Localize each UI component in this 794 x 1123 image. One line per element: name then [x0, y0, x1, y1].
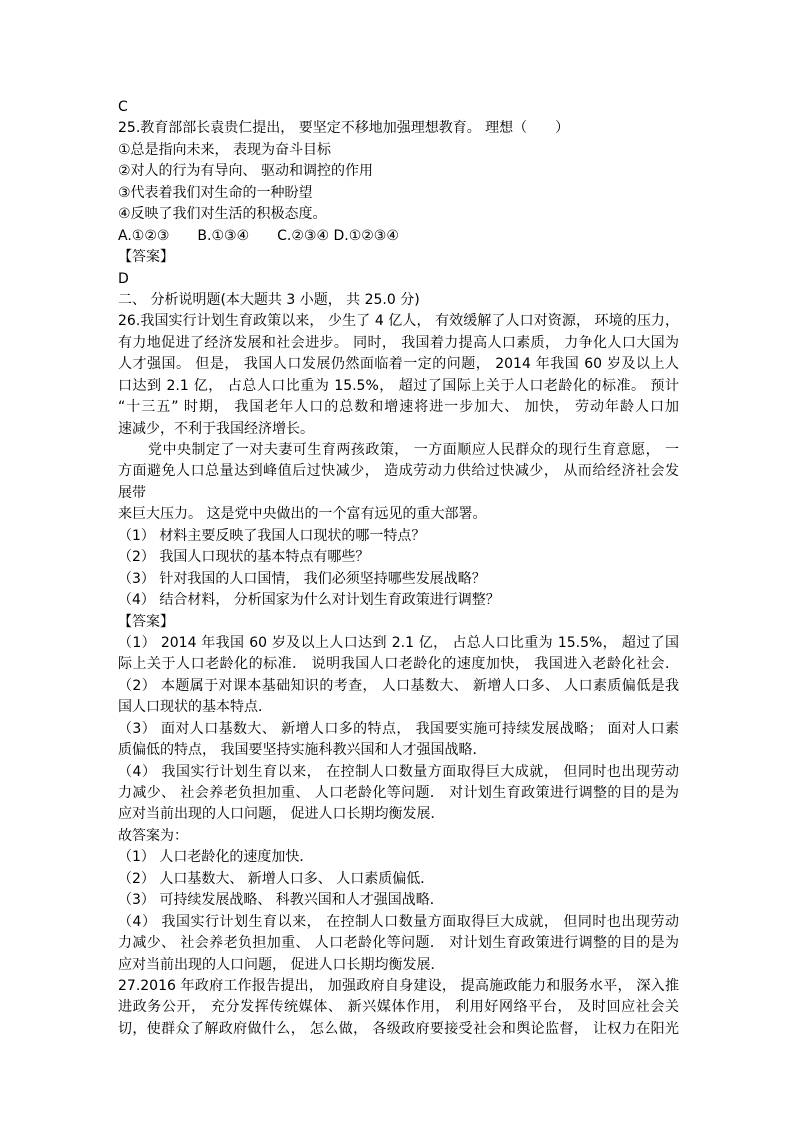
q26-material-line: 26.我国实行计划生育政策以来， 少生了 4 亿人， 有效缓解了人口对资源， 环境的压力，	[118, 313, 679, 330]
q25-stem: 25.教育部部长袁贵仁提出， 要坚定不移地加强理想教育。 理想（ ）	[118, 120, 570, 137]
q26-question: （2） 我国人口现状的基本特点有哪些？	[118, 549, 370, 566]
q26-analysis-line: （1） 2014 年我国 60 岁及以上人口达到 2.1 亿， 占总人口比重为 15.5%， 超过了国	[118, 634, 679, 651]
q26-analysis-line: 际上关于人口老龄化的标准． 说明我国人口老龄化的速度加快， 我国进入老龄化社会．	[118, 656, 679, 673]
q26-final-line: （1） 人口老龄化的速度加快．	[118, 849, 314, 866]
q26-analysis-line: （4） 我国实行计划生育以来， 在控制人口数量方面取得巨大成就， 但同时也出现劳动	[118, 763, 679, 780]
q26-material-line: 速减少，不利于我国经济增长。	[118, 420, 314, 437]
q26-analysis-line: 质偏低的特点， 我国要坚持实施科教兴国和人才强国战略．	[118, 742, 487, 759]
q26-material-line: 人才强国。 但是， 我国人口发展仍然面临着一定的问题， 2014 年我国 60 岁及以上人	[118, 356, 679, 373]
q26-material-line: “十三五” 时期， 我国老年人口的总数和增速将进一步加大、 加快， 劳动年龄人口加	[118, 399, 679, 416]
q25-option-1: ①总是指向未来， 表现为奋斗目标	[118, 141, 332, 158]
q26-analysis-line: 力减少、 社会养老负担加重、 人口老龄化等问题． 对计划生育政策进行调整的目的是为	[118, 785, 679, 801]
q26-question: （1） 材料主要反映了我国人口现状的哪一特点？	[118, 527, 426, 544]
q25-option-2: ②对人的行为有导向、 驱动和调控的作用	[118, 163, 373, 180]
q26-final-label: 故答案为：	[118, 827, 188, 844]
q26-material-line: 来巨大压力。 这是党中央做出的一个富有远见的重大部署。	[118, 506, 487, 523]
q26-analysis-line: （2） 本题属于对课本基础知识的考查， 人口基数大、 新增人口多、 人口素质偏低是我	[118, 677, 679, 694]
q26-material-line: 口达到 2.1 亿， 占总人口比重为 15.5%， 超过了国际上关于人口老龄化的标准。 预计	[118, 377, 679, 394]
q25-answer: D	[118, 270, 129, 287]
q24-answer: C	[118, 99, 128, 115]
q25-option-4: ④反映了我们对生活的积极态度。	[118, 206, 327, 223]
q26-analysis-line: 国人口现状的基本特点．	[118, 699, 272, 716]
q25-choices: A.①②③ B.①③④ C.②③④ D.①②③④	[118, 227, 399, 244]
q26-final-line: 应对当前出现的人口问题， 促进人口长期均衡发展．	[118, 956, 445, 973]
q26-question: （3） 针对我国的人口国情， 我们必须坚持哪些发展战略？	[118, 570, 486, 587]
q27-material-line: 进政务公开， 充分发挥传统媒体、 新兴媒体作用， 利用好网络平台， 及时回应社会关	[118, 999, 679, 1016]
document-page	[118, 97, 679, 1040]
q25-option-3: ③代表着我们对生命的一种盼望	[118, 184, 313, 201]
q26-analysis-line: 应对当前出现的人口问题， 促进人口长期均衡发展．	[118, 806, 445, 823]
section-2-title: 二、 分析说明题(本大题共 3 小题， 共 25.0 分)	[118, 291, 420, 308]
q26-final-line: 力减少、 社会养老负担加重、 人口老龄化等问题． 对计划生育政策进行调整的目的是为	[118, 935, 679, 952]
q26-material-line: 有力地促进了经济发展和社会进步。 同时， 我国着力提高人口素质， 力争化人口大国为	[118, 334, 679, 351]
q26-answer-label: 【答案】	[118, 613, 174, 630]
q26-question: （4） 结合材料， 分析国家为什么对计划生育政策进行调整？	[118, 592, 500, 609]
q27-material-line: 27.2016 年政府工作报告提出， 加强政府自身建设， 提高施政能力和服务水平， 深入推	[118, 977, 679, 994]
q26-analysis-line: （3） 面对人口基数大、 新增人口多的特点， 我国要实施可持续发展战略； 面对人口素	[118, 720, 679, 737]
q26-final-line: （3） 可持续发展战略、 科教兴国和人才强国战略．	[118, 892, 444, 909]
q26-final-line: （4） 我国实行计划生育以来， 在控制人口数量方面取得巨大成就， 但同时也出现劳动	[118, 913, 679, 930]
q26-material-line: 党中央制定了一对夫妻可生育两孩政策， 一方面顺应人民群众的现行生育意愿， 一	[148, 442, 679, 458]
q26-material-line: 展带	[118, 484, 146, 501]
q27-material-line: 切，使群众了解政府做什么， 怎么做， 各级政府要接受社会和舆论监督， 让权力在阳光	[118, 1020, 679, 1037]
q26-final-line: （2） 人口基数大、 新增人口多、 人口素质偏低．	[118, 870, 435, 887]
q26-material-line: 方面避免人口总量达到峰值后过快减少， 造成劳动力供给过快减少， 从而给经济社会发	[118, 463, 679, 480]
q25-answer-label: 【答案】	[118, 249, 174, 266]
